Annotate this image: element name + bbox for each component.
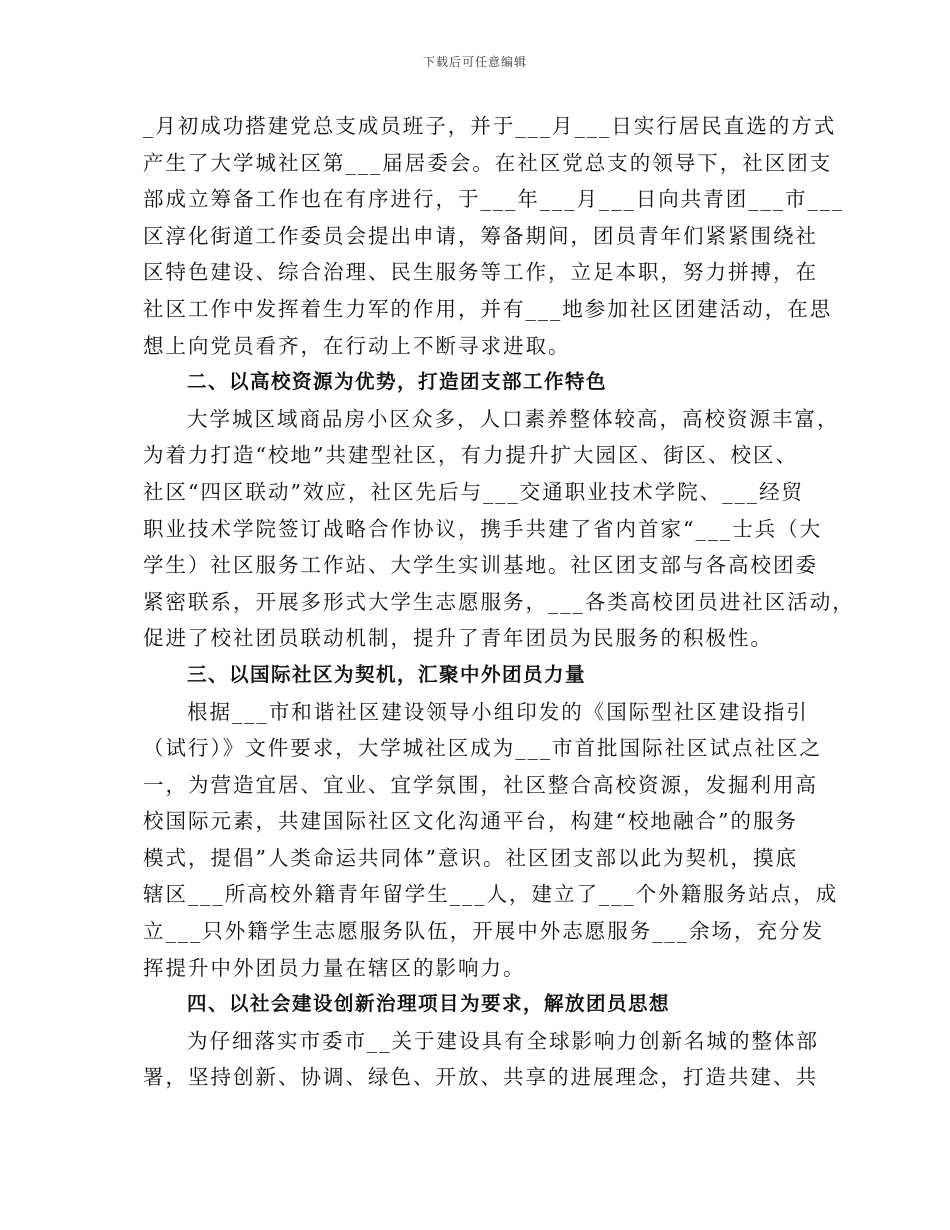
paragraph-line: 职业技术学院签订战略合作协议，携手共建了省内首家“___士兵（大 [143, 516, 823, 541]
paragraph-line: （试行）》文件要求，大学城社区成为___市首批国际社区试点社区之 [143, 736, 822, 761]
paragraph-line: 根据___市和谐社区建设领导小组印发的《国际型社区建设指引 [187, 699, 809, 724]
paragraph-line: 紧密联系，开展多形式大学生志愿服务，___各类高校团员进社区活动， [143, 589, 855, 614]
paragraph-line: 想上向党员看齐，在行动上不断寻求进取。 [143, 333, 571, 358]
paragraph-line: 促进了校社团员联动机制，提升了青年团员为民服务的积极性。 [143, 626, 773, 651]
document-body [143, 108, 855, 1096]
page-header: 下载后可任意编辑 [422, 55, 527, 69]
paragraph-line: 部成立筹备工作也在有序进行，于___年___月___日向共青团___市___ [143, 187, 845, 212]
paragraph-line: 辖区___所高校外籍青年留学生___人，建立了___个外籍服务站点，成 [143, 882, 839, 907]
section-heading: 四、以社会建设创新治理项目为要求，解放团员思想 [187, 992, 671, 1016]
paragraph-line: 署，坚持创新、协调、绿色、开放、共享的进展理念，打造共建、共 [143, 1065, 818, 1090]
paragraph-line: 大学城区域商品房小区众多，人口素养整体较高，高校资源丰富， [187, 406, 840, 431]
paragraph-line: 学生）社区服务工作站、大学生实训基地。社区团支部与各高校团委 [143, 553, 818, 578]
paragraph-line: 社区工作中发挥着生力军的作用，并有___地参加社区团建活动，在思 [143, 296, 833, 321]
paragraph-line: 社区“四区联动”效应，社区先后与___交通职业技术学院、___经贸 [143, 479, 804, 504]
section-heading: 三、以国际社区为契机，汇聚中外团员力量 [187, 662, 587, 686]
paragraph-line: 为着力打造“校地”共建型社区，有力提升扩大园区、街区、校区、 [143, 443, 798, 468]
paragraph-line: 挥提升中外团员力量在辖区的影响力。 [143, 955, 526, 980]
paragraph-line: 区特色建设、综合治理、民生服务等工作，立足本职，努力拼搏，在 [143, 260, 818, 285]
paragraph-line: 区淳化街道工作委员会提出申请，筹备期间，团员青年们紧紧围绕社 [143, 223, 818, 248]
paragraph-line: 一，为营造宜居、宜业、宜学氛围，社区整合高校资源，发掘利用高 [143, 772, 818, 797]
paragraph-line: 产生了大学城社区第___届居委会。在社区党总支的领导下，社区团支 [143, 150, 833, 175]
paragraph-line: 为仔细落实市委市__关于建设具有全球影响力创新名城的整体部 [187, 1028, 819, 1053]
paragraph-line: 立___只外籍学生志愿服务队伍，开展中外志愿服务___余场，充分发 [143, 919, 824, 944]
paragraph-line: _月初成功搭建党总支成员班子，并于___月___日实行居民直选的方式 [143, 114, 837, 138]
paragraph-line: 模式，提倡”人类命运共同体”意识。社区团支部以此为契机，摸底 [143, 845, 798, 870]
paragraph-line: 校国际元素，共建国际社区文化沟通平台，构建“校地融合”的服务 [143, 809, 798, 834]
section-heading: 二、以高校资源为优势，打造团支部工作特色 [187, 370, 608, 394]
